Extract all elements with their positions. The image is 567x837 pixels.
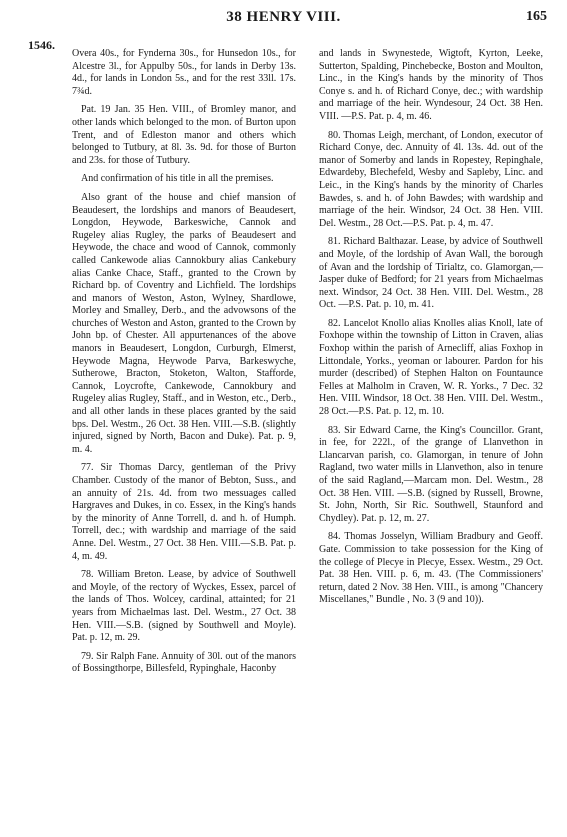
entry-83: 83. Sir Edward Carne, the King's Councillor. Grant, in fee, for 222l., of the grange of Llanvethon in Llancarvan parish, co. Glamorgan, in tenure of John Ragland, two water mills in Llanvethon, also in tenure of the said Ragland,—Marcam mon. Del. Westm., 28 Oct. 38 Hen. VIII. —S.B. (signed by Russell, Browne, St. John, North, Sir Ric. Southwell, Staunford and Chydley). Pat. p. 12, m. 27. xyxy=(319,424,543,524)
entry-79-continued: and lands in Swynestede, Wigtoft, Kyrton, Leeke, Sutterton, Spalding, Pinchebecke, Boston and Moulton, Linc., in the King's hands by the minority of Thos Conye s. and h. of Richard Conye, dec.; with wardship and marriage of the heir. Wyndesour, 24 Oct. 38 Hen. VIII. —P.S. Pat. p. 4, m. 46. xyxy=(319,48,543,122)
entry-80: 80. Thomas Leigh, merchant, of London, executor of Richard Conye, dec. Annuity of 4l. 13s. 4d. out of the manor of Somerby and lands in Ropestey, Repinghale, Edwardeby, Blechefeld, Wesby and Sapleby, Linc. and Leic., in the King's hands by the minority of Charles Bawdes, s. and h. of John Bawdes; with wardship and marriage of the heir. Windsor, 24 Oct. 38 Hen. VIII. Del. Westm., 28 Oct.—P.S. Pat. p. 4, m. 47. xyxy=(319,129,543,229)
right-column xyxy=(319,48,543,613)
left-paragraph: Pat. 19 Jan. 35 Hen. VIII., of Bromley manor, and other lands which belonged to the mon. of Burton upon Trent, and of Edleston manor and others which belonged to Tutbury, at 8l. 3s. 9d. for those of Burton and 23s. for those of Tutbury. xyxy=(72,104,296,166)
entry-79: 79. Sir Ralph Fane. Annuity of 30l. out of the manors of Bossingthorpe, Billesfeld, Rypinghale, Haconby xyxy=(72,650,296,675)
entry-77: 77. Sir Thomas Darcy, gentleman of the Privy Chamber. Custody of the manor of Bebton, Suss., and an annuity of 21s. 4d. from two messuages called Hargraves and Dukes, in co. Essex, in the King's hands by the minority of Anne Torrell, d. and h. of Humph. Torrell, dec.; with wardship and marriage of the said Anne. Del. Westm., 27 Oct. 38 Hen. VIII.—S.B. Pat. p. 4, m. 49. xyxy=(72,462,296,562)
entry-81: 81. Richard Balthazar. Lease, by advice of Southwell and Moyle, of the lordship of Avan Wall, the borough of Avan and the lordship of Tirialtz, co. Glamorgan,—Jasper duke of Bedford; for 21 years from Michaelmas next. Windsor, 24 Oct. 38 Hen. VIII. Del. Westm., 28 Oct. —P.S. Pat. p. 10, m. 41. xyxy=(319,236,543,311)
running-head-title: 38 HENRY VIII. xyxy=(226,9,341,25)
entry-78: 78. William Breton. Lease, by advice of Southwell and Moyle, of the rectory of Wyckes, Essex, parcel of the lands of Thos. Wolcey, cardinal, attainted; for 21 years from Michaelmas last. Del. Westm., 27 Oct. 38 Hen. VIII.—S.B. (signed by Southwell and Moyle). Pat. p. 12, m. 29. xyxy=(72,569,296,644)
entry-84: 84. Thomas Josselyn, William Bradbury and Geoff. Gate. Commission to take possession for the King of the college of Plecye in Plecye, Essex. Westm., 29 Oct. Pat. 38 Hen. VIII. p. 6, m. 43. (The Commissioners' return, dated 2 Nov. 38 Hen. VIII., is among "Chancery Miscellanes," Bundle , No. 3 (9 and 10)). xyxy=(319,531,543,606)
page-number: 165 xyxy=(526,9,547,24)
left-paragraph: Overa 40s., for Fynderna 30s., for Hunsedon 10s., for Alcestre 3l., for Appulby 50s., for lands in Derby 13s. 4d., for lands in London 5s., and for the rest 33ll. 17s. 7¾d. xyxy=(72,48,296,97)
left-column xyxy=(72,48,296,682)
entry-82: 82. Lancelot Knollo alias Knolles alias Knoll, late of Foxhope within the township of Litton in Craven, alias Foxhop within the parish of Arnecliff, alias Foxhop in Littondale, Yorks., yeoman or labourer. Pardon for his murder (described) of Stephen Halton on Fountaunce Felles at Malholm in Craven, W. R. Yorks., 7 Dec. 32 Hen. VIII. Windsor, 18 Oct. 38 Hen. VIII. Del. Westm., 28 Oct.—P.S. Pat. p. 12, m. 10. xyxy=(319,317,543,418)
margin-year: 1546. xyxy=(28,38,55,52)
left-paragraph: And confirmation of his title in all the premises. xyxy=(81,173,274,185)
left-paragraph: Also grant of the house and chief mansion of Beaudesert, the lordships and manors of Beaudesert, Longdon, Heywode, Barkeswiche, Cannok and Rugeley alias Rugley, the parks of Beaudesert and Heywode, the chace and wood of Cannok, commonly called Cankewode alias Cannokbury alias Cankebury alias Canke Chace, Staff., granted to the Crown by Richard bp. of Coventry and Lichfield. The lordships and manors of Weston, Aston, Wylney, Shardlowe, Morley and Smalley, Derb., and the advowsons of the churches of Weston and Aston, granted to the Crown by John bp. of Chester. All appurtenances of the above manors in Beaudesert, Longdon, Curburgh, Elmerst, Heywode Magna, Heywode Parva, Barkeswyche, Sutherowe, Bracton, Stoketon, Walton, Stafforde, Cannok, Loycrofte, Cankewode, Cannokbury and Rugeley alias Rugley, Staff., and in Weston, etc., Derb., and all other lands in these places granted by the said bps. Del. Westm., 26 Oct. 38 Hen. VIII.—S.B. (slightly injured, signed by North, Bacon and Duke). Pat. p. 9, m. 4. xyxy=(72,191,296,455)
